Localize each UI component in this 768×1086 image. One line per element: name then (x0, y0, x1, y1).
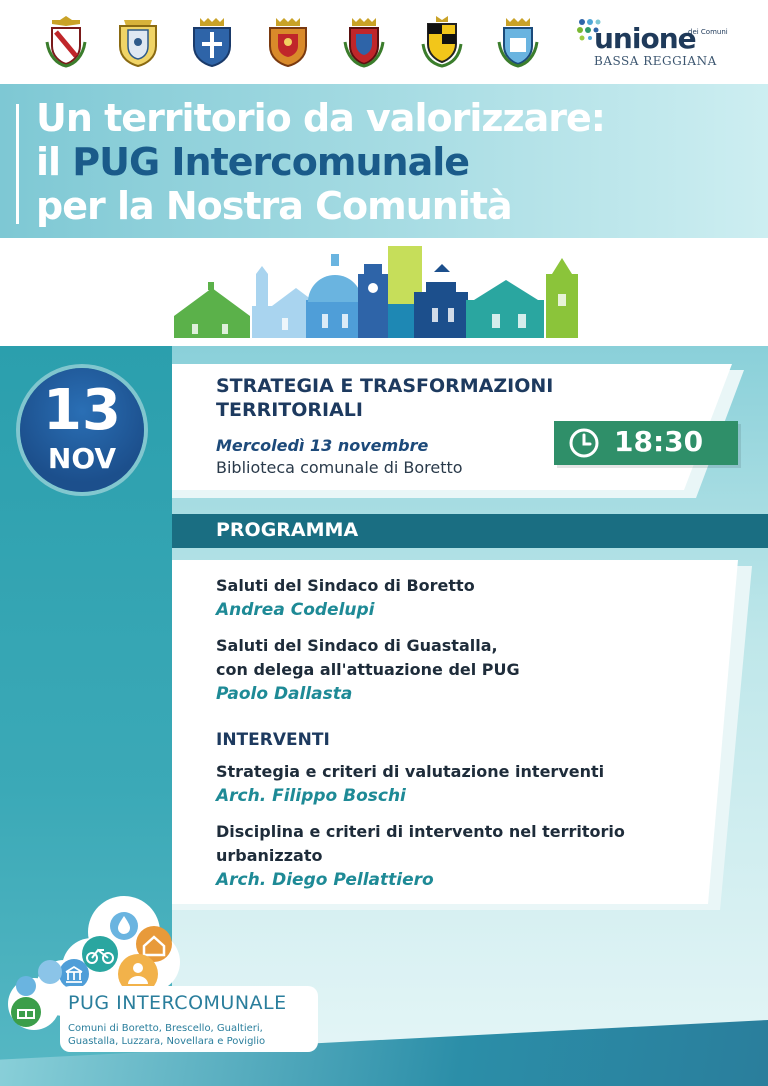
intervento-2-text-line-1: Disciplina e criteri di intervento nel territorio (216, 822, 625, 841)
event-title (216, 374, 553, 422)
pug-logo-subtitle (68, 1022, 318, 1048)
title-highlight: PUG Intercomunale (72, 140, 470, 184)
title-line-1: Un territorio da valorizzare: (36, 96, 605, 140)
intervento-2-text-line-2: urbanizzato (216, 846, 323, 865)
date-badge (20, 368, 144, 492)
event-title-line-1: STRATEGIA E TRASFORMAZIONI (216, 375, 554, 397)
crest-poviglio-icon (496, 14, 540, 70)
date-day: 13 (43, 378, 121, 443)
unione-small-text: dei Comuni (688, 28, 728, 36)
clock-icon (568, 427, 600, 459)
event-place: Biblioteca comunale di Boretto (216, 458, 463, 477)
crest-gualtieri-icon (190, 14, 234, 70)
time-badge (554, 421, 738, 465)
page-title (36, 96, 605, 228)
programme-item-2-name: Paolo Dallasta (216, 684, 353, 704)
title-line-2 (36, 140, 605, 184)
crest-luzzara-icon (342, 14, 386, 70)
title-line-3: per la Nostra Comunità (36, 184, 512, 228)
programme-item-2-text-line-1: Saluti del Sindaco di Guastalla, (216, 636, 498, 655)
event-date: Mercoledì 13 novembre (216, 436, 429, 455)
pug-logo-subtitle-line-2: Guastalla, Luzzara, Novellara e Poviglio (68, 1036, 266, 1047)
programme-item-1-text: Saluti del Sindaco di Boretto (216, 576, 475, 595)
intervento-1-text: Strategia e criteri di valutazione interventi (216, 762, 605, 781)
pug-logo-subtitle-line-1: Comuni di Boretto, Brescello, Gualtieri, (68, 1023, 263, 1034)
skyline-illustration (172, 244, 584, 340)
programme-item-2-text-line-2: con delega all'attuazione del PUG (216, 660, 520, 679)
crest-brescello-icon (116, 14, 160, 70)
crest-guastalla-icon (266, 14, 310, 70)
crest-bar (0, 0, 768, 84)
title-line-2-prefix: il (36, 140, 73, 184)
unione-word: unione (594, 22, 696, 55)
pug-logo-label (60, 986, 318, 1052)
interventi-heading: INTERVENTI (216, 730, 330, 750)
date-month: NOV (47, 442, 117, 475)
intervento-2-name: Arch. Diego Pellattiero (216, 870, 434, 890)
programma-header (172, 514, 768, 548)
programme-item-1-name: Andrea Codelupi (216, 600, 375, 620)
crest-novellara-icon (420, 14, 464, 70)
pug-logo-title: PUG INTERCOMUNALE (68, 992, 287, 1014)
event-title-line-2: TERRITORIALI (216, 399, 363, 421)
unione-logo (576, 14, 736, 70)
programma-label: PROGRAMMA (216, 519, 359, 541)
unione-subtitle: BASSA REGGIANA (594, 54, 717, 68)
crest-boretto-icon (44, 14, 88, 70)
event-time: 18:30 (614, 425, 704, 458)
title-accent-line (16, 104, 19, 224)
intervento-1-name: Arch. Filippo Boschi (216, 786, 406, 806)
